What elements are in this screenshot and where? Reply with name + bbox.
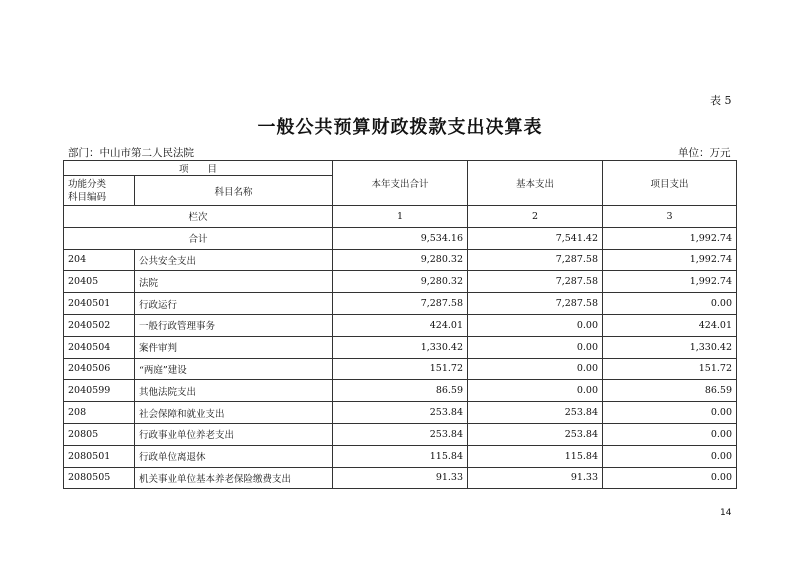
index-row: [64, 206, 737, 228]
row-name: 行政运行: [135, 293, 333, 315]
table-row: [64, 380, 737, 402]
row-total: 424.01: [333, 314, 468, 336]
header-project: 项 目: [64, 161, 333, 176]
row-project: 1,992.74: [603, 249, 737, 271]
row-name: 行政单位离退休: [135, 445, 333, 467]
row-name: 法院: [135, 271, 333, 293]
row-project: 424.01: [603, 314, 737, 336]
row-total: 7,287.58: [333, 293, 468, 315]
table-row: [64, 467, 737, 489]
total-label: 合计: [64, 227, 333, 249]
unit-label: 单位：万元: [678, 147, 731, 159]
row-basic: 7,287.58: [468, 249, 603, 271]
department-label: 部门：中山市第二人民法院: [68, 147, 194, 159]
row-basic: 0.00: [468, 358, 603, 380]
row-code: 2040504: [64, 336, 135, 358]
index-1: 1: [333, 206, 468, 228]
document-title: 一般公共预算财政拨款支出决算表: [257, 117, 543, 138]
row-basic: 115.84: [468, 445, 603, 467]
row-name: 案件审判: [135, 336, 333, 358]
total-basic: 7,541.42: [468, 227, 603, 249]
row-code: 2040502: [64, 314, 135, 336]
row-name: “两庭”建设: [135, 358, 333, 380]
header-function-code-line1: 功能分类: [68, 178, 107, 190]
row-code: 204: [64, 249, 135, 271]
index-2: 2: [468, 206, 603, 228]
row-code: 20805: [64, 423, 135, 445]
row-name: 公共安全支出: [135, 249, 333, 271]
header-row-project: [64, 161, 737, 176]
header-function-code: [64, 176, 135, 206]
row-name: 其他法院支出: [135, 380, 333, 402]
header-function-code-line2: 科目编码: [68, 191, 107, 203]
row-total: 115.84: [333, 445, 468, 467]
row-total: 151.72: [333, 358, 468, 380]
row-basic: 7,287.58: [468, 271, 603, 293]
row-project: 1,992.74: [603, 271, 737, 293]
row-basic: 253.84: [468, 423, 603, 445]
table-row: [64, 271, 737, 293]
row-code: 2040599: [64, 380, 135, 402]
index-label: 栏次: [64, 206, 333, 228]
row-basic: 0.00: [468, 336, 603, 358]
row-project: 0.00: [603, 467, 737, 489]
row-total: 86.59: [333, 380, 468, 402]
header-col-total: 本年支出合计: [333, 161, 468, 206]
row-project: 0.00: [603, 445, 737, 467]
row-total: 253.84: [333, 423, 468, 445]
row-basic: 91.33: [468, 467, 603, 489]
row-name: 行政事业单位养老支出: [135, 423, 333, 445]
row-code: 2080501: [64, 445, 135, 467]
page-number: 14: [720, 508, 732, 518]
row-name: 社会保障和就业支出: [135, 402, 333, 424]
row-name: 机关事业单位基本养老保险缴费支出: [135, 467, 333, 489]
row-basic: 0.00: [468, 314, 603, 336]
row-total: 253.84: [333, 402, 468, 424]
header-subject-name: 科目名称: [135, 176, 333, 206]
index-3: 3: [603, 206, 737, 228]
table-row: [64, 358, 737, 380]
total-project: 1,992.74: [603, 227, 737, 249]
row-code: 2080505: [64, 467, 135, 489]
table-row: [64, 336, 737, 358]
row-project: 0.00: [603, 293, 737, 315]
table-row: [64, 249, 737, 271]
row-project: 0.00: [603, 423, 737, 445]
expenditure-table: [63, 160, 737, 489]
row-code: 20405: [64, 271, 135, 293]
row-project: 151.72: [603, 358, 737, 380]
header-col-basic: 基本支出: [468, 161, 603, 206]
row-basic: 253.84: [468, 402, 603, 424]
row-code: 208: [64, 402, 135, 424]
row-total: 9,280.32: [333, 249, 468, 271]
table-row: [64, 423, 737, 445]
table-row: [64, 293, 737, 315]
row-code: 2040501: [64, 293, 135, 315]
total-amount: 9,534.16: [333, 227, 468, 249]
table-row: [64, 445, 737, 467]
row-total: 1,330.42: [333, 336, 468, 358]
row-basic: 7,287.58: [468, 293, 603, 315]
row-project: 0.00: [603, 402, 737, 424]
row-name: 一般行政管理事务: [135, 314, 333, 336]
header-col-project: 项目支出: [603, 161, 737, 206]
row-project: 1,330.42: [603, 336, 737, 358]
total-row: [64, 227, 737, 249]
table-label: 表 5: [710, 94, 732, 107]
row-project: 86.59: [603, 380, 737, 402]
table-row: [64, 314, 737, 336]
row-total: 91.33: [333, 467, 468, 489]
row-code: 2040506: [64, 358, 135, 380]
table-row: [64, 402, 737, 424]
row-total: 9,280.32: [333, 271, 468, 293]
row-basic: 0.00: [468, 380, 603, 402]
